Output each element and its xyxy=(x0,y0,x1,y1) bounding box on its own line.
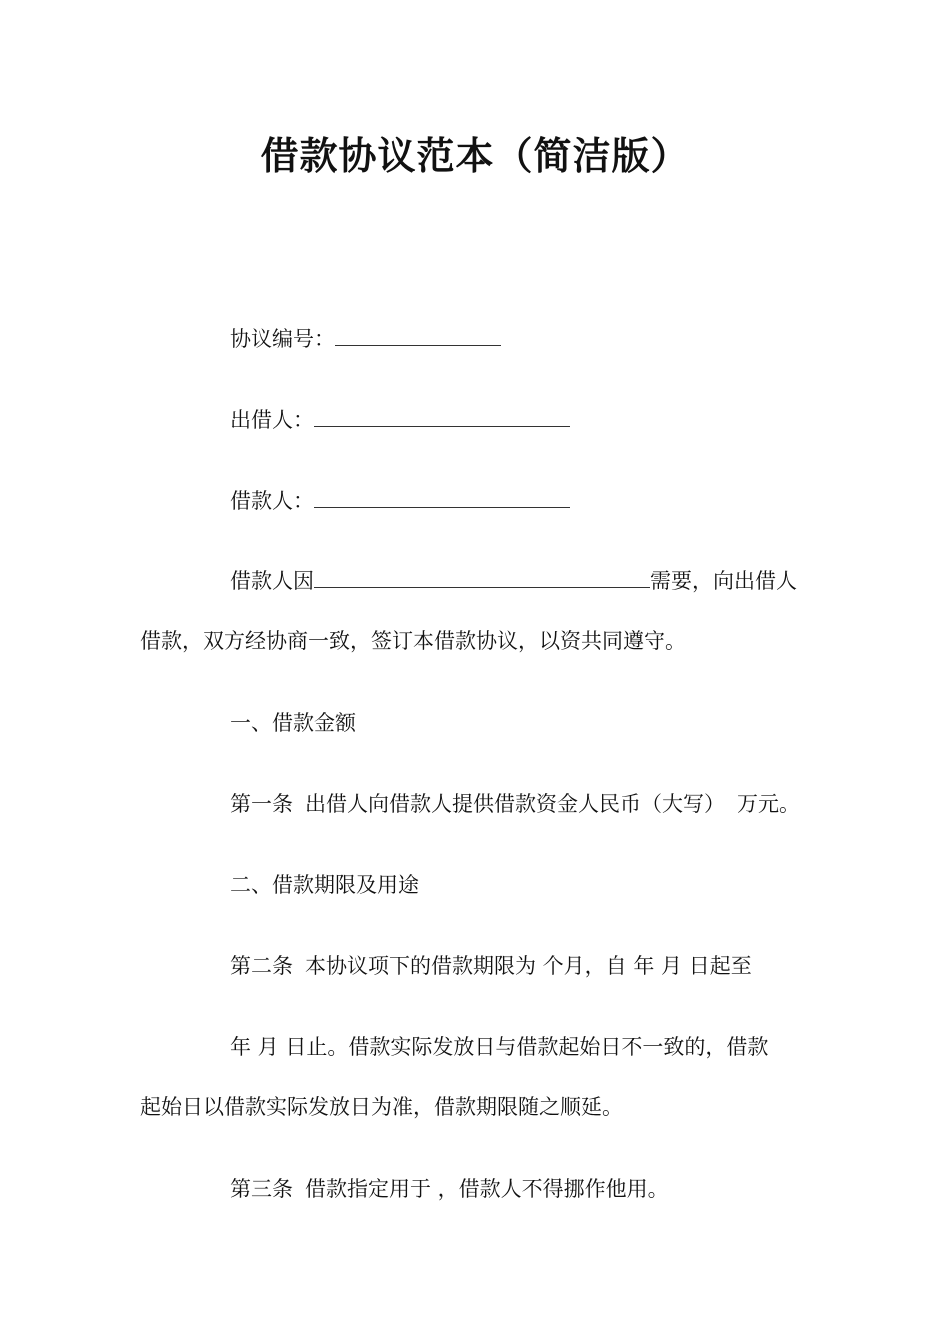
lender-blank[interactable] xyxy=(314,406,570,427)
article-1-text: 出借人向借款人提供借款资金人民币（大写） xyxy=(305,792,725,816)
agreement-number-blank[interactable] xyxy=(335,325,501,346)
article-3-text: 借款指定用于 ，借款人不得挪作他用。 xyxy=(305,1177,669,1201)
article-2-text-1: 本协议项下的借款期限为 个月，自 年 月 日起至 xyxy=(305,954,752,978)
document-title: 借款协议范本（简洁版） xyxy=(260,134,690,178)
article-3-label: 第三条 xyxy=(230,1177,293,1201)
borrower-label: 借款人： xyxy=(230,489,314,513)
article-1-unit: 万元。 xyxy=(737,792,800,816)
section-1-heading: 一、借款金额 xyxy=(230,711,356,735)
agreement-number-label: 协议编号： xyxy=(230,327,335,351)
lender-line xyxy=(230,405,570,435)
article-1-label: 第一条 xyxy=(230,792,293,816)
purpose-blank[interactable] xyxy=(314,567,650,588)
section-2-heading: 二、借款期限及用途 xyxy=(230,873,419,897)
article-2-line-1 xyxy=(230,951,752,981)
article-1 xyxy=(230,789,800,819)
intro-part-2: 需要，向出借人 xyxy=(650,569,797,593)
borrower-blank[interactable] xyxy=(314,487,570,508)
article-2-line-2: 年 月 日止。借款实际发放日与借款起始日不一致的，借款 xyxy=(230,1035,769,1059)
intro-part-1: 借款人因 xyxy=(230,569,314,593)
agreement-number-line xyxy=(230,324,501,354)
article-3 xyxy=(230,1174,669,1204)
article-2-line-3: 起始日以借款实际发放日为准，借款期限随之顺延。 xyxy=(140,1095,623,1119)
intro-line-1 xyxy=(230,566,797,596)
lender-label: 出借人： xyxy=(230,408,314,432)
intro-line-2: 借款，双方经协商一致，签订本借款协议，以资共同遵守。 xyxy=(140,629,686,653)
article-2-label: 第二条 xyxy=(230,954,293,978)
borrower-line xyxy=(230,486,570,516)
